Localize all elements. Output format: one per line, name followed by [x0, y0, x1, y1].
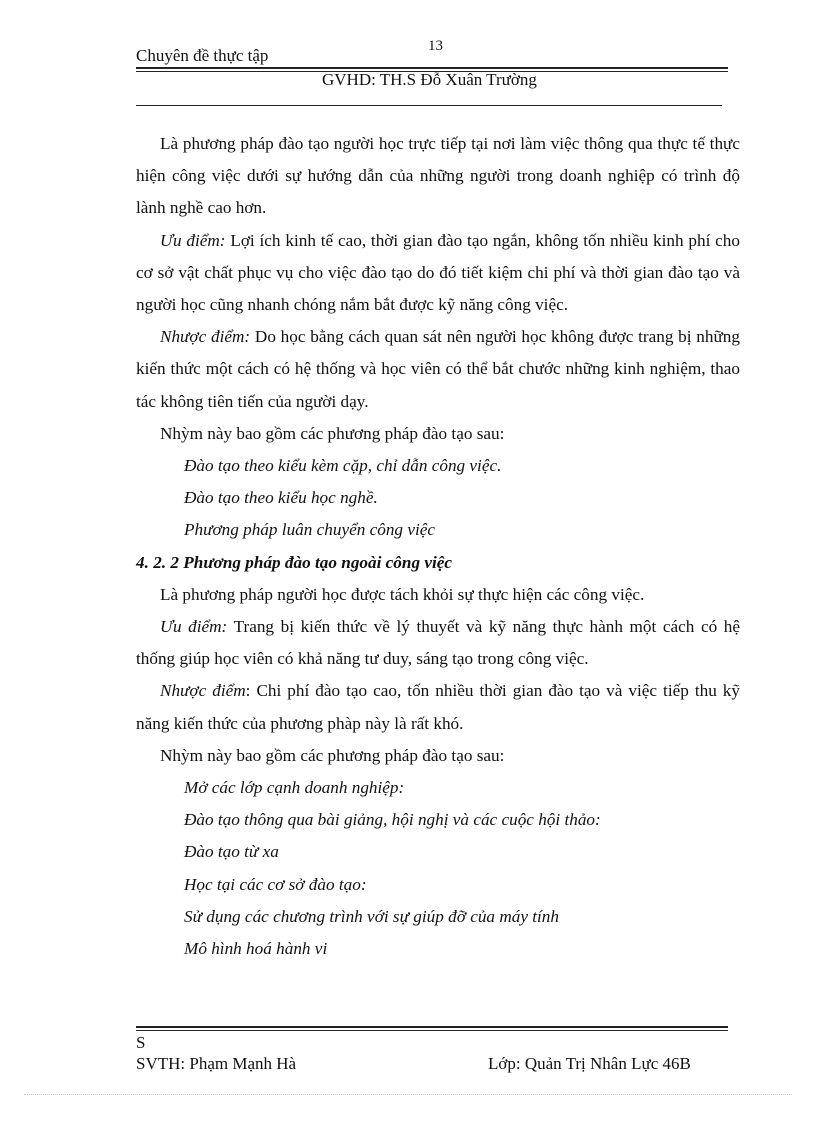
footer-double-rule — [136, 1026, 728, 1031]
paragraph-advantages-2 — [136, 611, 740, 675]
paragraph-advantages-1 — [136, 225, 740, 322]
footer-mark: S — [136, 1033, 146, 1052]
section-heading: 4. 2. 2 Phương pháp đào tạo ngoài công việc — [136, 552, 453, 572]
disadvantages-label: Nhược điểm — [160, 681, 246, 701]
paragraph-definition-2: Là phương pháp người học được tách khỏi sự thực hiện các công việc. — [160, 584, 645, 604]
header-supervisor: GVHD: TH.S Đỗ Xuân Trường — [322, 70, 537, 89]
disadvantages-label: Nhược điểm: — [160, 327, 251, 347]
list-item: Phương pháp luân chuyển công việc — [184, 520, 435, 540]
advantages-label: Ưu điểm: — [160, 230, 226, 250]
list-item: Mở các lớp cạnh doanh nghiệp: — [184, 778, 405, 798]
paragraph-definition: Là phương pháp đào tạo người học trực tiếp tại nơi làm việc thông qua thực tế thực hiện công việc dưới sự hướng dẫn của những người trong doanh nghiệp có trình độ lành nghề cao hơn. — [136, 134, 740, 218]
group-intro-1: Nhỳm này bao gồm các phương pháp đào tạo sau: — [160, 423, 505, 443]
group-intro-2: Nhỳm này bao gồm các phương pháp đào tạo sau: — [160, 745, 505, 765]
page-bottom-edge — [24, 1094, 792, 1095]
advantages-text: Lợi ích kinh tế cao, thời gian đào tạo ngắn, không tốn nhiều kinh phí cho cơ sở vật chất phục vụ cho việc đào tạo do đó tiết kiệm chi phí và thời gian đào tạo và người học cũng nhanh chóng nắm bắt được kỹ năng công việc. — [136, 230, 740, 315]
paragraph-disadvantages-2 — [136, 675, 740, 739]
list-item: Đào tạo thông qua bài giảng, hội nghị và các cuộc hội thảo: — [184, 810, 601, 830]
advantages-label: Ưu điểm: — [160, 617, 228, 637]
list-item: Học tại các cơ sở đào tạo: — [184, 874, 367, 894]
list-item: Đào tạo theo kiểu học nghề. — [184, 488, 378, 508]
list-item: Sử dụng các chương trình với sự giúp đỡ của máy tính — [184, 906, 559, 926]
disadvantages-text: : Chi phí đào tạo cao, tốn nhiều thời gian đào tạo và việc tiếp thu kỹ năng kiến thức của phương phàp này là rất khó. — [136, 681, 740, 733]
paragraph-disadvantages-1 — [136, 321, 740, 418]
header-rule — [136, 105, 722, 106]
disadvantages-text: Do học bằng cách quan sát nên người học không được trang bị những kiến thức một cách có hệ thống và học viên có thể bắt chước những kinh nghiệm, thao tác không tiên tiến của người dạy. — [136, 327, 740, 411]
footer-student: SVTH: Phạm Mạnh Hà — [136, 1054, 297, 1073]
footer-class: Lớp: Quản Trị Nhân Lực 46B — [488, 1054, 691, 1073]
header-document-type: Chuyên đề thực tập — [136, 46, 269, 65]
list-item: Đào tạo theo kiểu kèm cặp, chỉ dẫn công việc. — [184, 456, 502, 476]
advantages-text: Trang bị kiến thức về lý thuyết và kỹ năng thực hành một cách có hệ thống giúp học viên có khả năng tư duy, sáng tạo trong công việc. — [136, 617, 741, 669]
list-item: Mô hình hoá hành vi — [184, 939, 328, 959]
page-number: 13 — [428, 38, 443, 54]
list-item: Đào tạo từ xa — [184, 842, 279, 862]
page-body — [136, 128, 740, 965]
